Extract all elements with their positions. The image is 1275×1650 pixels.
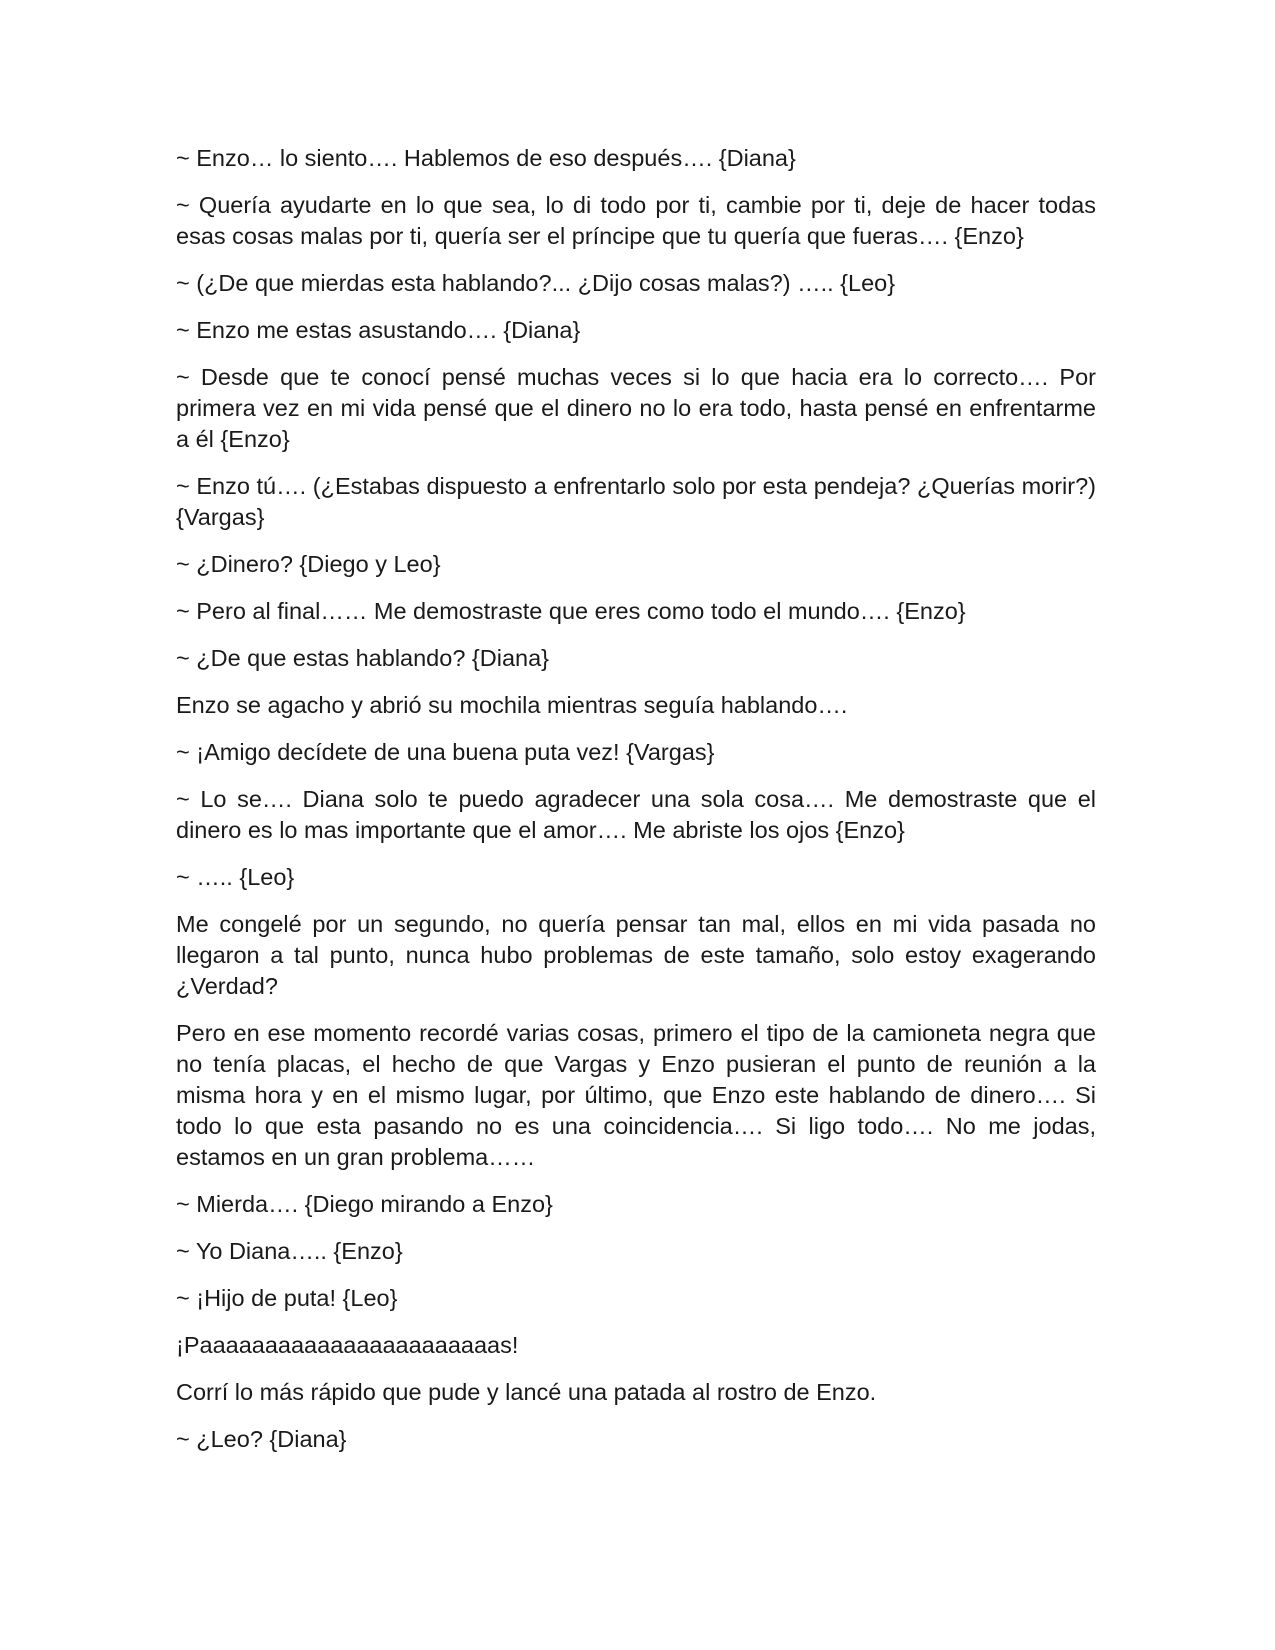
paragraph: ~ Enzo me estas asustando…. {Diana} bbox=[176, 317, 581, 343]
document-body bbox=[176, 143, 1096, 1471]
paragraph: ~ ¡Hijo de puta! {Leo} bbox=[176, 1285, 398, 1311]
paragraph: ~ ¿Dinero? {Diego y Leo} bbox=[176, 551, 441, 577]
paragraph: ~ Yo Diana….. {Enzo} bbox=[176, 1238, 403, 1264]
paragraph: ~ ¿Leo? {Diana} bbox=[176, 1426, 347, 1452]
paragraph: ~ ….. {Leo} bbox=[176, 864, 295, 890]
paragraph: Corrí lo más rápido que pude y lancé una patada al rostro de Enzo. bbox=[176, 1379, 877, 1405]
paragraph: ~ Lo se…. Diana solo te puedo agradecer una sola cosa…. Me demostraste que el dinero es lo mas importante que el amor…. Me abriste los ojos {Enzo} bbox=[176, 786, 1096, 843]
paragraph: ~ ¡Amigo decídete de una buena puta vez! {Vargas} bbox=[176, 739, 715, 765]
paragraph: ~ ¿De que estas hablando? {Diana} bbox=[176, 645, 550, 671]
paragraph: ~ Mierda…. {Diego mirando a Enzo} bbox=[176, 1191, 553, 1217]
paragraph: Enzo se agacho y abrió su mochila mientras seguía hablando…. bbox=[176, 692, 848, 718]
paragraph: ~ Enzo tú…. (¿Estabas dispuesto a enfrentarlo solo por esta pendeja? ¿Querías morir?) {Vargas} bbox=[176, 473, 1096, 530]
paragraph: Pero en ese momento recordé varias cosas, primero el tipo de la camioneta negra que no tenía placas, el hecho de que Vargas y Enzo pusieran el punto de reunión a la misma hora y en el mismo lugar, por último, que Enzo este hablando de dinero…. Si todo lo que esta pasando no es una coincidencia…. Si ligo todo…. No me jodas, estamos en un gran problema…… bbox=[176, 1020, 1096, 1170]
paragraph: ~ Pero al final…… Me demostraste que eres como todo el mundo…. {Enzo} bbox=[176, 598, 966, 624]
paragraph: ~ Enzo… lo siento…. Hablemos de eso después…. {Diana} bbox=[176, 145, 796, 171]
paragraph: ¡Paaaaaaaaaaaaaaaaaaaaaaas! bbox=[176, 1332, 519, 1358]
paragraph: ~ Quería ayudarte en lo que sea, lo di todo por ti, cambie por ti, deje de hacer todas esas cosas malas por ti, quería ser el príncipe que tu quería que fueras…. {Enzo} bbox=[176, 192, 1096, 249]
paragraph: Me congelé por un segundo, no quería pensar tan mal, ellos en mi vida pasada no llegaron a tal punto, nunca hubo problemas de este tamaño, solo estoy exagerando ¿Verdad? bbox=[176, 911, 1096, 999]
paragraph: ~ Desde que te conocí pensé muchas veces si lo que hacia era lo correcto…. Por primera vez en mi vida pensé que el dinero no lo era todo, hasta pensé en enfrentarme a él {Enzo} bbox=[176, 364, 1096, 452]
paragraph: ~ (¿De que mierdas esta hablando?... ¿Dijo cosas malas?) ….. {Leo} bbox=[176, 270, 896, 296]
